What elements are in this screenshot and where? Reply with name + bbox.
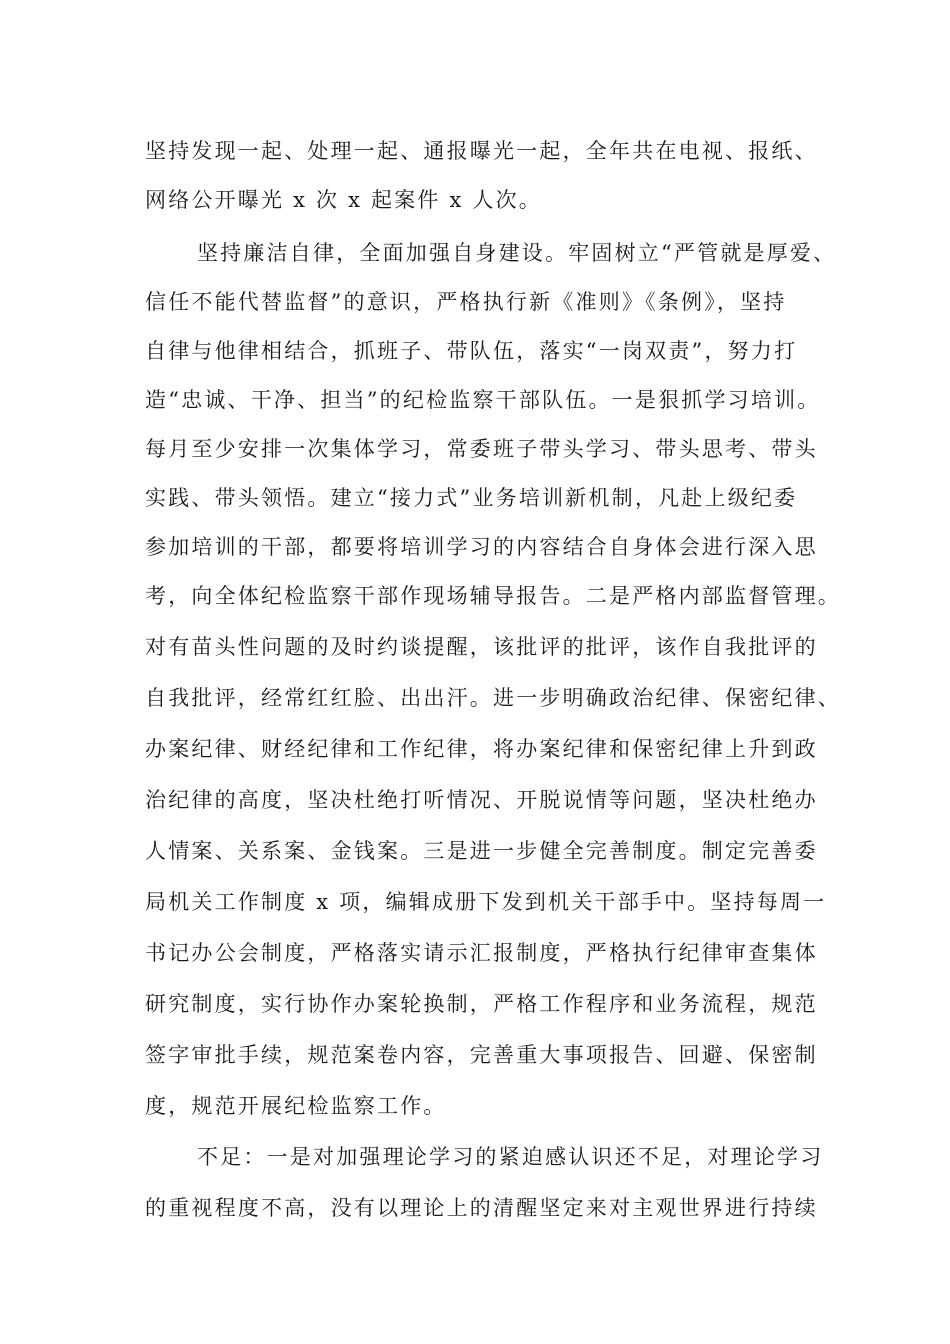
- paragraph-3-line-1: 不足：一是对加强理论学习的紧迫感认识还不足，对理论学习: [197, 1145, 824, 1169]
- paragraph-2-line-8: 考，向全体纪检监察干部作现场辅导报告。二是严格内部监督管理。: [145, 584, 841, 608]
- paragraph-2-line-13: 人情案、关系案、金钱案。三是进一步健全完善制度。制定完善委: [145, 839, 818, 863]
- paragraph-2-line-5: 每月至少安排一次集体学习，常委班子带头学习、带头思考、带头: [145, 437, 818, 461]
- paragraph-3-line-2: 的重视程度不高，没有以理论上的清醒坚定来对主观世界进行持续: [145, 1196, 818, 1220]
- paragraph-2-line-12: 治纪律的高度，坚决杜绝打听情况、开脱说情等问题，坚决杜绝办: [145, 788, 818, 812]
- paragraph-2-line-17: 签字审批手续，规范案卷内容，完善重大事项报告、回避、保密制: [145, 1043, 818, 1067]
- paragraph-2-line-16: 研究制度，实行协作办案轮换制，严格工作程序和业务流程，规范: [145, 992, 818, 1016]
- paragraph-2-line-3: 自律与他律相结合，抓班子、带队伍，落实“一岗双责”，努力打: [145, 339, 798, 363]
- paragraph-2-line-18: 度，规范开展纪检监察工作。: [145, 1094, 447, 1118]
- paragraph-1-line-1: 坚持发现一起、处理一起、通报曝光一起，全年共在电视、报纸、: [145, 139, 818, 163]
- paragraph-2-line-9: 对有苗头性问题的及时约谈提醒，该批评的批评，该作自我批评的: [145, 635, 818, 659]
- paragraph-2-line-15: 书记办公会制度，严格落实请示汇报制度，严格执行纪律审查集体: [145, 941, 818, 965]
- paragraph-2-line-7: 参加培训的干部，都要将培训学习的内容结合自身体会进行深入思: [145, 535, 818, 559]
- paragraph-2-line-1: 坚持廉洁自律，全面加强自身建设。牢固树立“严管就是厚爱、: [197, 241, 837, 265]
- paragraph-2-line-14: 局机关工作制度 x 项，编辑成册下发到机关干部手中。坚持每周一: [145, 890, 827, 914]
- paragraph-1-line-2: 网络公开曝光 x 次 x 起案件 x 人次。: [145, 188, 542, 212]
- paragraph-2-line-6: 实践、带头领悟。建立“接力式”业务培训新机制，凡赴上级纪委: [145, 486, 798, 510]
- paragraph-2-line-4: 造“忠诚、干净、担当”的纪检监察干部队伍。一是狠抓学习培训。: [145, 388, 821, 412]
- paragraph-2-line-10: 自我批评，经常红红脸、出出汗。进一步明确政治纪律、保密纪律、: [145, 686, 841, 710]
- paragraph-2-line-11: 办案纪律、财经纪律和工作纪律，将办案纪律和保密纪律上升到政: [145, 737, 818, 761]
- paragraph-2-line-2: 信任不能代替监督”的意识，严格执行新《准则》《条例》，坚持: [145, 290, 787, 314]
